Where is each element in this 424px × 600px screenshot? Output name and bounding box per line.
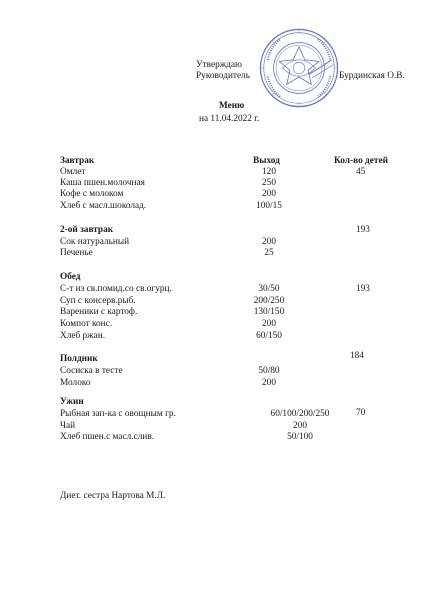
children-count-breakfast: 45 [356, 167, 366, 177]
menu-item-name: Хлеб пшен.с масл.слив. [60, 432, 155, 442]
menu-item-name: Суп с консерв.рыб. [60, 296, 136, 306]
menu-item-name: Рыбная зап-ка с овощным гр. [60, 409, 176, 419]
menu-item-output: 30/50 [258, 284, 280, 294]
children-count-second-breakfast: 193 [356, 225, 370, 235]
section-title-snack: Полдник [60, 354, 98, 364]
menu-item-name: Сок натуральный [60, 237, 130, 247]
menu-item-output: 200 [262, 237, 276, 247]
menu-item-output: 200 [262, 319, 276, 329]
menu-item-output: 200/250 [253, 296, 285, 306]
menu-item-name: Сосиска в тесте [60, 366, 123, 376]
section-title-breakfast: Завтрак [60, 156, 95, 166]
organization-seal-icon [258, 27, 340, 109]
children-count-snack: 184 [350, 351, 364, 361]
menu-item-name: Кофе с молоком [60, 189, 124, 199]
section-title-second-breakfast: 2-ой завтрак [60, 225, 114, 235]
menu-item-name: Компот конс. [60, 319, 113, 329]
menu-item-output: 100/15 [256, 201, 282, 211]
menu-item-output: 60/100/200/250 [270, 409, 330, 419]
approve-word: Утверждаю [196, 60, 242, 70]
menu-item-output: 50/80 [258, 366, 280, 376]
date-line: на 11.04.2022 г. [199, 114, 260, 124]
menu-item-output: 60/150 [256, 331, 282, 341]
menu-item-output: 25 [264, 248, 274, 258]
menu-item-output: 50/100 [287, 432, 313, 442]
children-count-lunch: 193 [356, 284, 370, 294]
menu-item-output: 200 [262, 378, 276, 388]
menu-item-name: Молоко [60, 378, 91, 388]
children-count-dinner: 70 [356, 408, 366, 418]
menu-item-output: 130/150 [253, 307, 285, 317]
page-title: Меню [219, 101, 245, 111]
menu-item-output: 200 [293, 421, 307, 431]
column-header-output: Выход [253, 156, 280, 166]
menu-item-name: Хлеб ржан. [60, 331, 106, 341]
menu-item-name: Каша пшен.молочная [60, 178, 145, 188]
menu-item-output: 250 [262, 178, 276, 188]
menu-item-name: С-т из св.помид.со св.огурц. [60, 284, 172, 294]
menu-item-name: Вареники с картоф. [60, 307, 138, 317]
menu-item-name: Печенье [60, 248, 93, 258]
column-header-children: Кол-во детей [334, 156, 388, 166]
menu-item-name: Чай [60, 421, 76, 431]
approver-name: Бурдинская О.В. [339, 71, 405, 81]
section-title-lunch: Обед [60, 272, 81, 282]
section-title-dinner: Ужин [60, 397, 84, 407]
menu-item-output: 200 [262, 189, 276, 199]
dietitian-signature-line: Диет. сестра Нартова М.Л. [60, 491, 166, 501]
menu-item-name: Хлеб с масл.шоколад. [60, 201, 147, 211]
menu-item-name: Омлет [60, 167, 86, 177]
menu-item-output: 120 [262, 167, 276, 177]
approver-position: Руководитель [196, 71, 250, 81]
